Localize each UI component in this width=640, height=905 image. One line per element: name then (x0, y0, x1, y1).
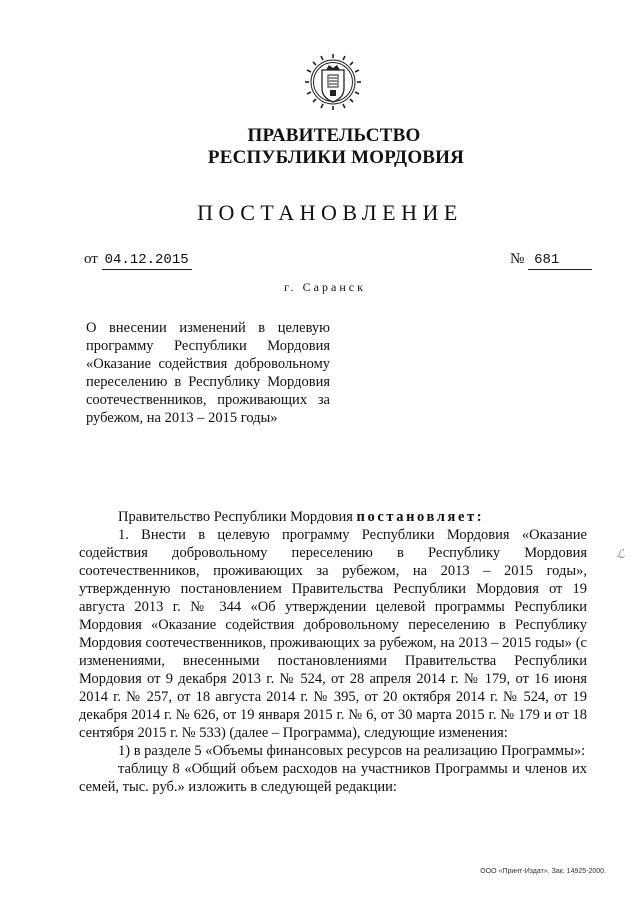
intro-text: Правительство Республики Мордовия (118, 509, 353, 525)
date-prefix: от (84, 251, 98, 267)
document-type-title: ПОСТАНОВЛЕНИЕ (197, 200, 463, 225)
government-name-line2: РЕСПУБЛИКИ МОРДОВИЯ (207, 147, 465, 168)
paragraph-2: 1) в разделе 5 «Объемы финансовых ресурсов на реализацию Программы»: (118, 743, 586, 759)
document-body (79, 508, 587, 796)
paragraph-3: таблицу 8 «Общий объем расходов на участников Программы и членов их семей, тыс. руб.» изложить в следующей редакции: (79, 761, 587, 795)
margin-pen-mark: ℒ (616, 547, 625, 561)
number-prefix: № (510, 251, 525, 267)
document-number (510, 251, 592, 270)
document-date (84, 251, 192, 268)
intro-paragraph (79, 508, 587, 526)
date-value: 04.12.2015 (102, 252, 192, 270)
number-value: 681 (528, 252, 592, 270)
intro-decree-word: постановляет: (356, 509, 485, 525)
paragraph-1: 1. Внести в целевую программу Республики Мордовия «Оказание содействия добровольному переселению в Республику Мордовия соотечественников, проживающих за рубежом, на 2013 – 2015 годы», утвержденную постановлением Правительства Республики Мордовия от 19 августа 2013 г. № 344 «Об утверждении целевой программы Республики Мордовия «Оказание содействия добровольному переселению в Республику Мордовия соотечественников, проживающих за рубежом, на 2013 – 2015 годы» (с изменениями, внесенными постановлениями Правительства Республики Мордовия от 9 декабря 2013 г. № 524, от 28 апреля 2014 г. № 179, от 16 июня 2014 г. № 257, от 18 августа 2014 г. № 395, от 20 октября 2014 г. № 524, от 19 декабря 2014 г. № 626, от 19 января 2015 г. № 6, от 30 марта 2015 г. № 179 и от 18 сентября 2015 г. № 533) (далее – Программа), следующие изменения: (79, 527, 587, 741)
government-name-line1: ПРАВИТЕЛЬСТВО (247, 125, 421, 146)
coat-of-arms-icon (300, 48, 366, 114)
city-line: г. Саранск (284, 280, 366, 294)
printer-imprint: ООО «Принт-Издат». Зак. 14925-2000. (480, 868, 606, 875)
document-subject: О внесении изменений в целевую программу Республики Мордовия «Оказание содействия добровольному переселению в Республику Мордовия соотечественников, проживающих за рубежом, на 2013 – 2015 годы» (86, 320, 330, 426)
